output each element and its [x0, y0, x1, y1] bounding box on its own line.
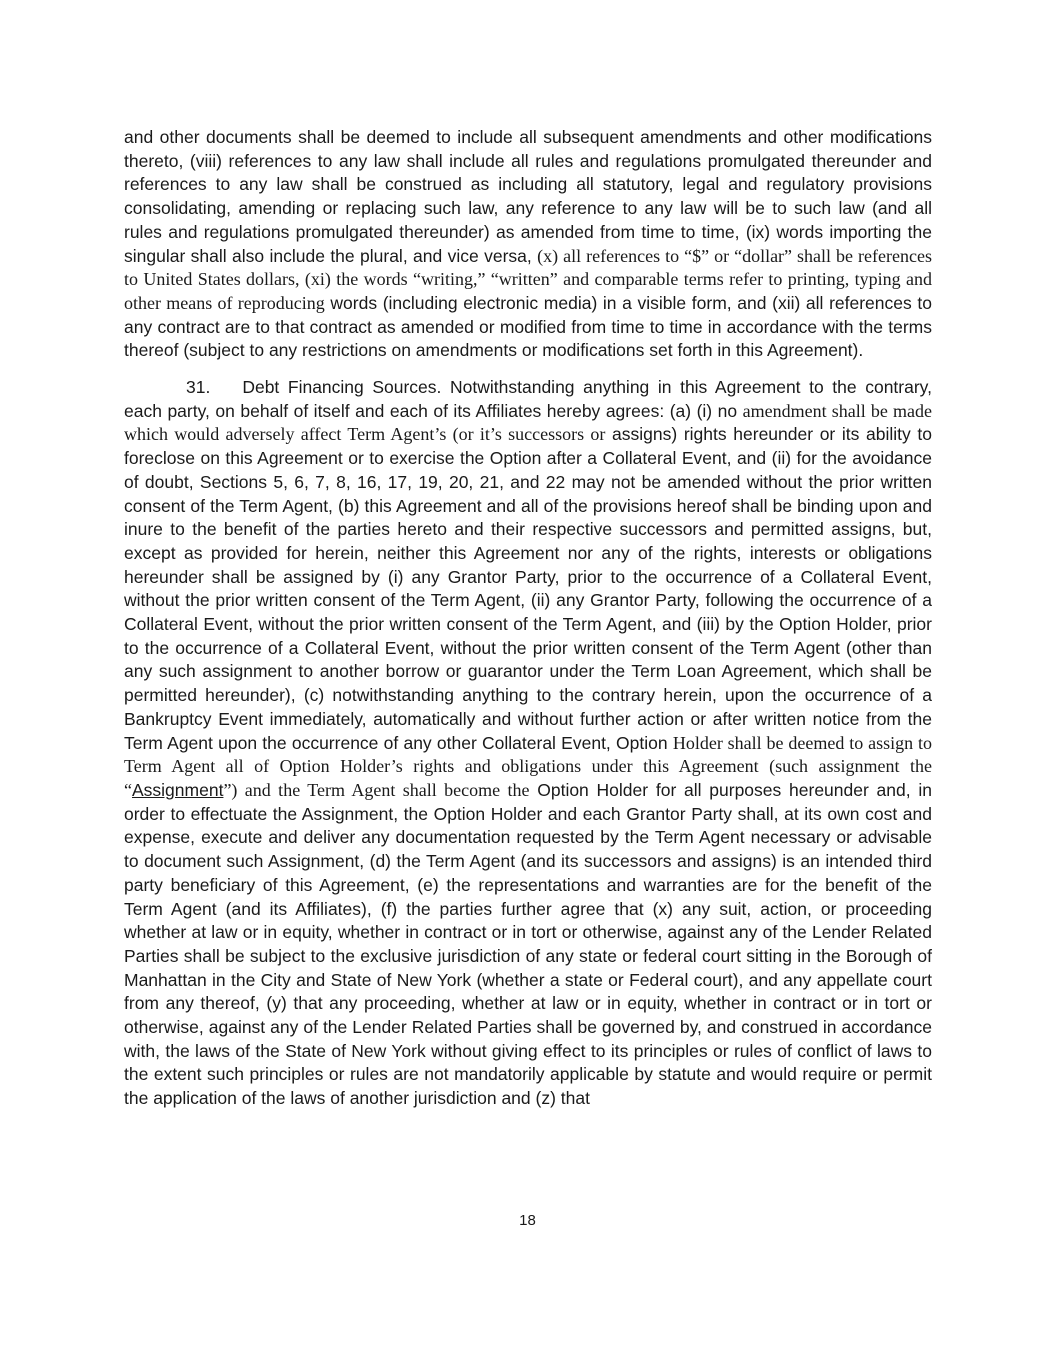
page-number: 18	[519, 1212, 536, 1229]
paragraph-spacer	[124, 363, 932, 376]
paragraph-text: and other documents shall be deemed to include all subsequent amendments and other modifications thereto, (viii) references to any law shall include all rules and regulations promulgated thereunder and references to any law shall be construed as including all statutory, legal and regulatory provisions consolidating, amending or replacing such law, any reference to any law will be to such law (and all rules and regulations promulgated thereunder) as amended from time to time, (ix) words importing the singular shall also include the plural, and vice versa,	[124, 127, 932, 266]
paragraph-text: Holder shall be deemed to assign to Term Agent all of Option Holder’s rights and obligations under this Agreement (such assignment the “	[124, 732, 932, 800]
paragraph-text: ”) and the Term Agent shall become the	[223, 779, 530, 800]
paragraph-text: assigns) rights hereunder or its ability to foreclose on this Agreement or to exercise the Option after a Collateral Event, and (ii) for the avoidance of doubt, Sections 5, 6, 7, 8, 16, 17, 19, 20, 21, and 22 may not be amended without the prior written consent of the Term Agent, (b) this Agreement and all of the provisions hereof shall be binding upon and inure to the benefit of the parties hereto and their respective successors and permitted assigns, but, except as provided for herein, neither this Agreement nor any of the rights, interests or obligations hereunder shall be assigned by (i) any Grantor Party, prior to the occurrence of a Collateral Event, without the prior written consent of the Term Agent, (ii) any Grantor Party, following the occurrence of a Collateral Event, without the prior written consent of the Term Agent, and (iii) by the Option Holder, prior to the occurrence of a Collateral Event, without the prior written consent of the Term Agent (other than any such assignment to another borrow or guarantor under the Term Loan Agreement, which shall be permitted hereunder), (c) notwithstanding anything to the contrary herein, upon the occurrence of a Bankruptcy Event immediately, automatically and without further action or after written notice from the Term Agent upon the occurrence of any other Collateral Event, Option	[124, 424, 932, 753]
paragraph-text: Notwithstanding anything in this Agreement to the contrary, each party, on behalf of itself and each of its Affiliates hereby agrees: (a) (i) no	[124, 377, 932, 421]
section-number: 31.	[186, 377, 211, 398]
section-31-paragraph	[124, 376, 932, 1111]
paragraph-text: (x) all references to “$” or “dollar” shall be references to United States dollars, (xi) the words “writing,” “written” and comparable terms refer to printing, typing and other means of reproducing	[124, 245, 932, 313]
paragraph-definitions-continued	[124, 126, 932, 363]
paragraph-text: Option Holder for all purposes hereunder and, in order to effectuate the Assignment, the Option Holder and each Grantor Party shall, at its own cost and expense, execute and deliver any documentation requested by the Term Agent necessary or advisable to document such Assignment, (d) the Term Agent (and its successors and assigns) is an intended third party beneficiary of this Agreement, (e) the representations and warranties are for the benefit of the Term Agent (and its Affiliates), (f) the parties further agree that (x) any suit, action, or proceeding whether at law or in equity, whether in contract or in tort or otherwise, against any of the Lender Related Parties shall be subject to the exclusive jurisdiction of any state or federal court sitting in the Borough of Manhattan in the City and State of New York (whether a state or Federal court), and any appellate court from any thereof, (y) that any proceeding, whether at law or in equity, whether in contract or in tort or otherwise, against any of the Lender Related Parties shall be governed by, and construed in accordance with, the laws of the State of New York without giving effect to its principles or rules of conflict of laws to the extent such principles or rules are not mandatorily applicable by statute and would require or permit the application of the laws of another jurisdiction and (z) that	[124, 779, 932, 1109]
defined-term-assignment: Assignment	[132, 779, 224, 800]
paragraph-text: words (including electronic media) in a visible form, and (xii) all references to any contract are to that contract as amended or modified from time to time in accordance with the terms thereof (subject to any restrictions on amendments or modifications set forth in this Agreement).	[124, 292, 932, 361]
section-heading: Debt Financing Sources.	[242, 377, 442, 398]
document-body	[124, 126, 932, 1111]
paragraph-text: amendment shall be made which would adversely affect Term Agent’s (or it’s successors or	[124, 400, 932, 445]
